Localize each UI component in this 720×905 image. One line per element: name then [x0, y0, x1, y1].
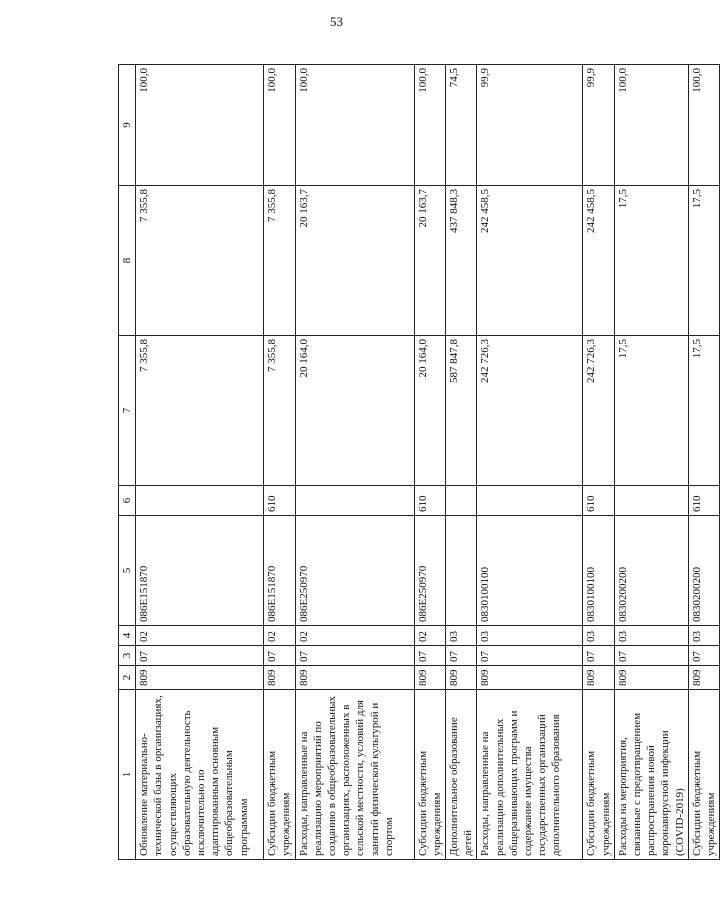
cell-planned: 242 726,3 — [583, 336, 614, 486]
cell-planned: 7 355,8 — [136, 336, 264, 486]
row-name: Расходы, направленные на реализацию дополнительных общеразвивающих программ и содержание имущества государственных организаций дополнительного образования — [477, 690, 583, 860]
cell-target-article: 0830200200 — [614, 516, 688, 626]
cell-percent: 99,9 — [583, 65, 614, 186]
cell-executed: 242 458,5 — [583, 186, 614, 336]
cell-section: 07 — [446, 646, 477, 666]
cell-subsection: 02 — [414, 626, 445, 646]
budget-table — [118, 64, 720, 860]
cell-planned: 20 164,0 — [295, 336, 414, 486]
cell-target-article: 0830200200 — [688, 516, 719, 626]
cell-section: 07 — [583, 646, 614, 666]
cell-expense-type: 610 — [414, 486, 445, 516]
row-name: Субсидии бюджетным учреждениям — [414, 690, 445, 860]
cell-executed: 17,5 — [614, 186, 688, 336]
cell-target-article: 086E250970 — [295, 516, 414, 626]
cell-expense-type: 610 — [688, 486, 719, 516]
cell-ministry: 809 — [446, 666, 477, 690]
cell-planned: 7 355,8 — [264, 336, 295, 486]
cell-expense-type — [477, 486, 583, 516]
header-cell: 7 — [119, 336, 136, 486]
cell-section: 07 — [477, 646, 583, 666]
cell-target-article: 086E151870 — [136, 516, 264, 626]
table-row — [264, 65, 295, 860]
cell-expense-type — [614, 486, 688, 516]
cell-section: 07 — [295, 646, 414, 666]
cell-percent: 99,9 — [477, 65, 583, 186]
cell-ministry: 809 — [295, 666, 414, 690]
cell-subsection: 02 — [295, 626, 414, 646]
cell-subsection: 03 — [477, 626, 583, 646]
cell-planned: 17,5 — [614, 336, 688, 486]
cell-target-article: 0830100100 — [583, 516, 614, 626]
header-cell: 1 — [119, 690, 136, 860]
table-row — [446, 65, 477, 860]
header-row — [119, 65, 136, 860]
cell-planned: 242 726,3 — [477, 336, 583, 486]
cell-subsection: 02 — [136, 626, 264, 646]
cell-expense-type — [136, 486, 264, 516]
cell-ministry: 809 — [264, 666, 295, 690]
row-name: Расходы на мероприятия, связанные с предотвращением распространения новой коронавирусной инфекции (COVID-2019) — [614, 690, 688, 860]
header-cell: 8 — [119, 186, 136, 336]
table-row — [414, 65, 445, 860]
cell-percent: 74,5 — [446, 65, 477, 186]
cell-executed: 7 355,8 — [136, 186, 264, 336]
cell-ministry: 809 — [414, 666, 445, 690]
cell-percent: 100,0 — [264, 65, 295, 186]
cell-executed: 20 163,7 — [295, 186, 414, 336]
table-row — [295, 65, 414, 860]
cell-percent: 100,0 — [136, 65, 264, 186]
cell-ministry: 809 — [477, 666, 583, 690]
cell-executed: 17,5 — [688, 186, 719, 336]
cell-target-article — [446, 516, 477, 626]
cell-executed: 242 458,5 — [477, 186, 583, 336]
cell-subsection: 03 — [688, 626, 719, 646]
table-row — [614, 65, 688, 860]
cell-target-article: 0830100100 — [477, 516, 583, 626]
header-cell: 9 — [119, 65, 136, 186]
cell-expense-type: 610 — [264, 486, 295, 516]
cell-planned: 587 847,8 — [446, 336, 477, 486]
cell-expense-type — [446, 486, 477, 516]
cell-expense-type — [295, 486, 414, 516]
row-name: Обновление материально-технической базы в организациях, осуществляющих образовательную деятельность исключительно по адаптированным основным общеобразовательным программам — [136, 690, 264, 860]
header-cell: 6 — [119, 486, 136, 516]
cell-subsection: 02 — [264, 626, 295, 646]
cell-ministry: 809 — [136, 666, 264, 690]
table-row — [583, 65, 614, 860]
cell-percent: 100,0 — [295, 65, 414, 186]
table-row — [477, 65, 583, 860]
cell-ministry: 809 — [583, 666, 614, 690]
cell-executed: 20 163,7 — [414, 186, 445, 336]
cell-target-article: 086E250970 — [414, 516, 445, 626]
row-name: Дополнительное образование детей — [446, 690, 477, 860]
row-name: Расходы, направленные на реализацию мероприятий по созданию в общеобразовательных организациях, расположенных в сельской местности, условий для занятий физической культурой и спортом — [295, 690, 414, 860]
cell-percent: 100,0 — [414, 65, 445, 186]
cell-section: 07 — [614, 646, 688, 666]
cell-section: 07 — [264, 646, 295, 666]
header-cell: 4 — [119, 626, 136, 646]
header-cell: 3 — [119, 646, 136, 666]
row-name: Субсидии бюджетным учреждениям — [264, 690, 295, 860]
cell-expense-type: 610 — [583, 486, 614, 516]
cell-planned: 17,5 — [688, 336, 719, 486]
cell-executed: 7 355,8 — [264, 186, 295, 336]
cell-ministry: 809 — [688, 666, 719, 690]
page-number: 53 — [330, 14, 343, 29]
cell-executed: 437 848,3 — [446, 186, 477, 336]
cell-subsection: 03 — [614, 626, 688, 646]
cell-subsection: 03 — [446, 626, 477, 646]
cell-section: 07 — [688, 646, 719, 666]
cell-percent: 100,0 — [688, 65, 719, 186]
cell-section: 07 — [414, 646, 445, 666]
cell-target-article: 086E151870 — [264, 516, 295, 626]
table-row — [688, 65, 719, 860]
cell-planned: 20 164,0 — [414, 336, 445, 486]
row-name: Субсидии бюджетным учреждениям — [583, 690, 614, 860]
cell-percent: 100,0 — [614, 65, 688, 186]
cell-section: 07 — [136, 646, 264, 666]
header-cell: 5 — [119, 516, 136, 626]
header-cell: 2 — [119, 666, 136, 690]
row-name: Субсидии бюджетным учреждениям — [688, 690, 719, 860]
cell-ministry: 809 — [614, 666, 688, 690]
rotated-table-container — [118, 64, 720, 860]
cell-subsection: 03 — [583, 626, 614, 646]
table-row — [136, 65, 264, 860]
